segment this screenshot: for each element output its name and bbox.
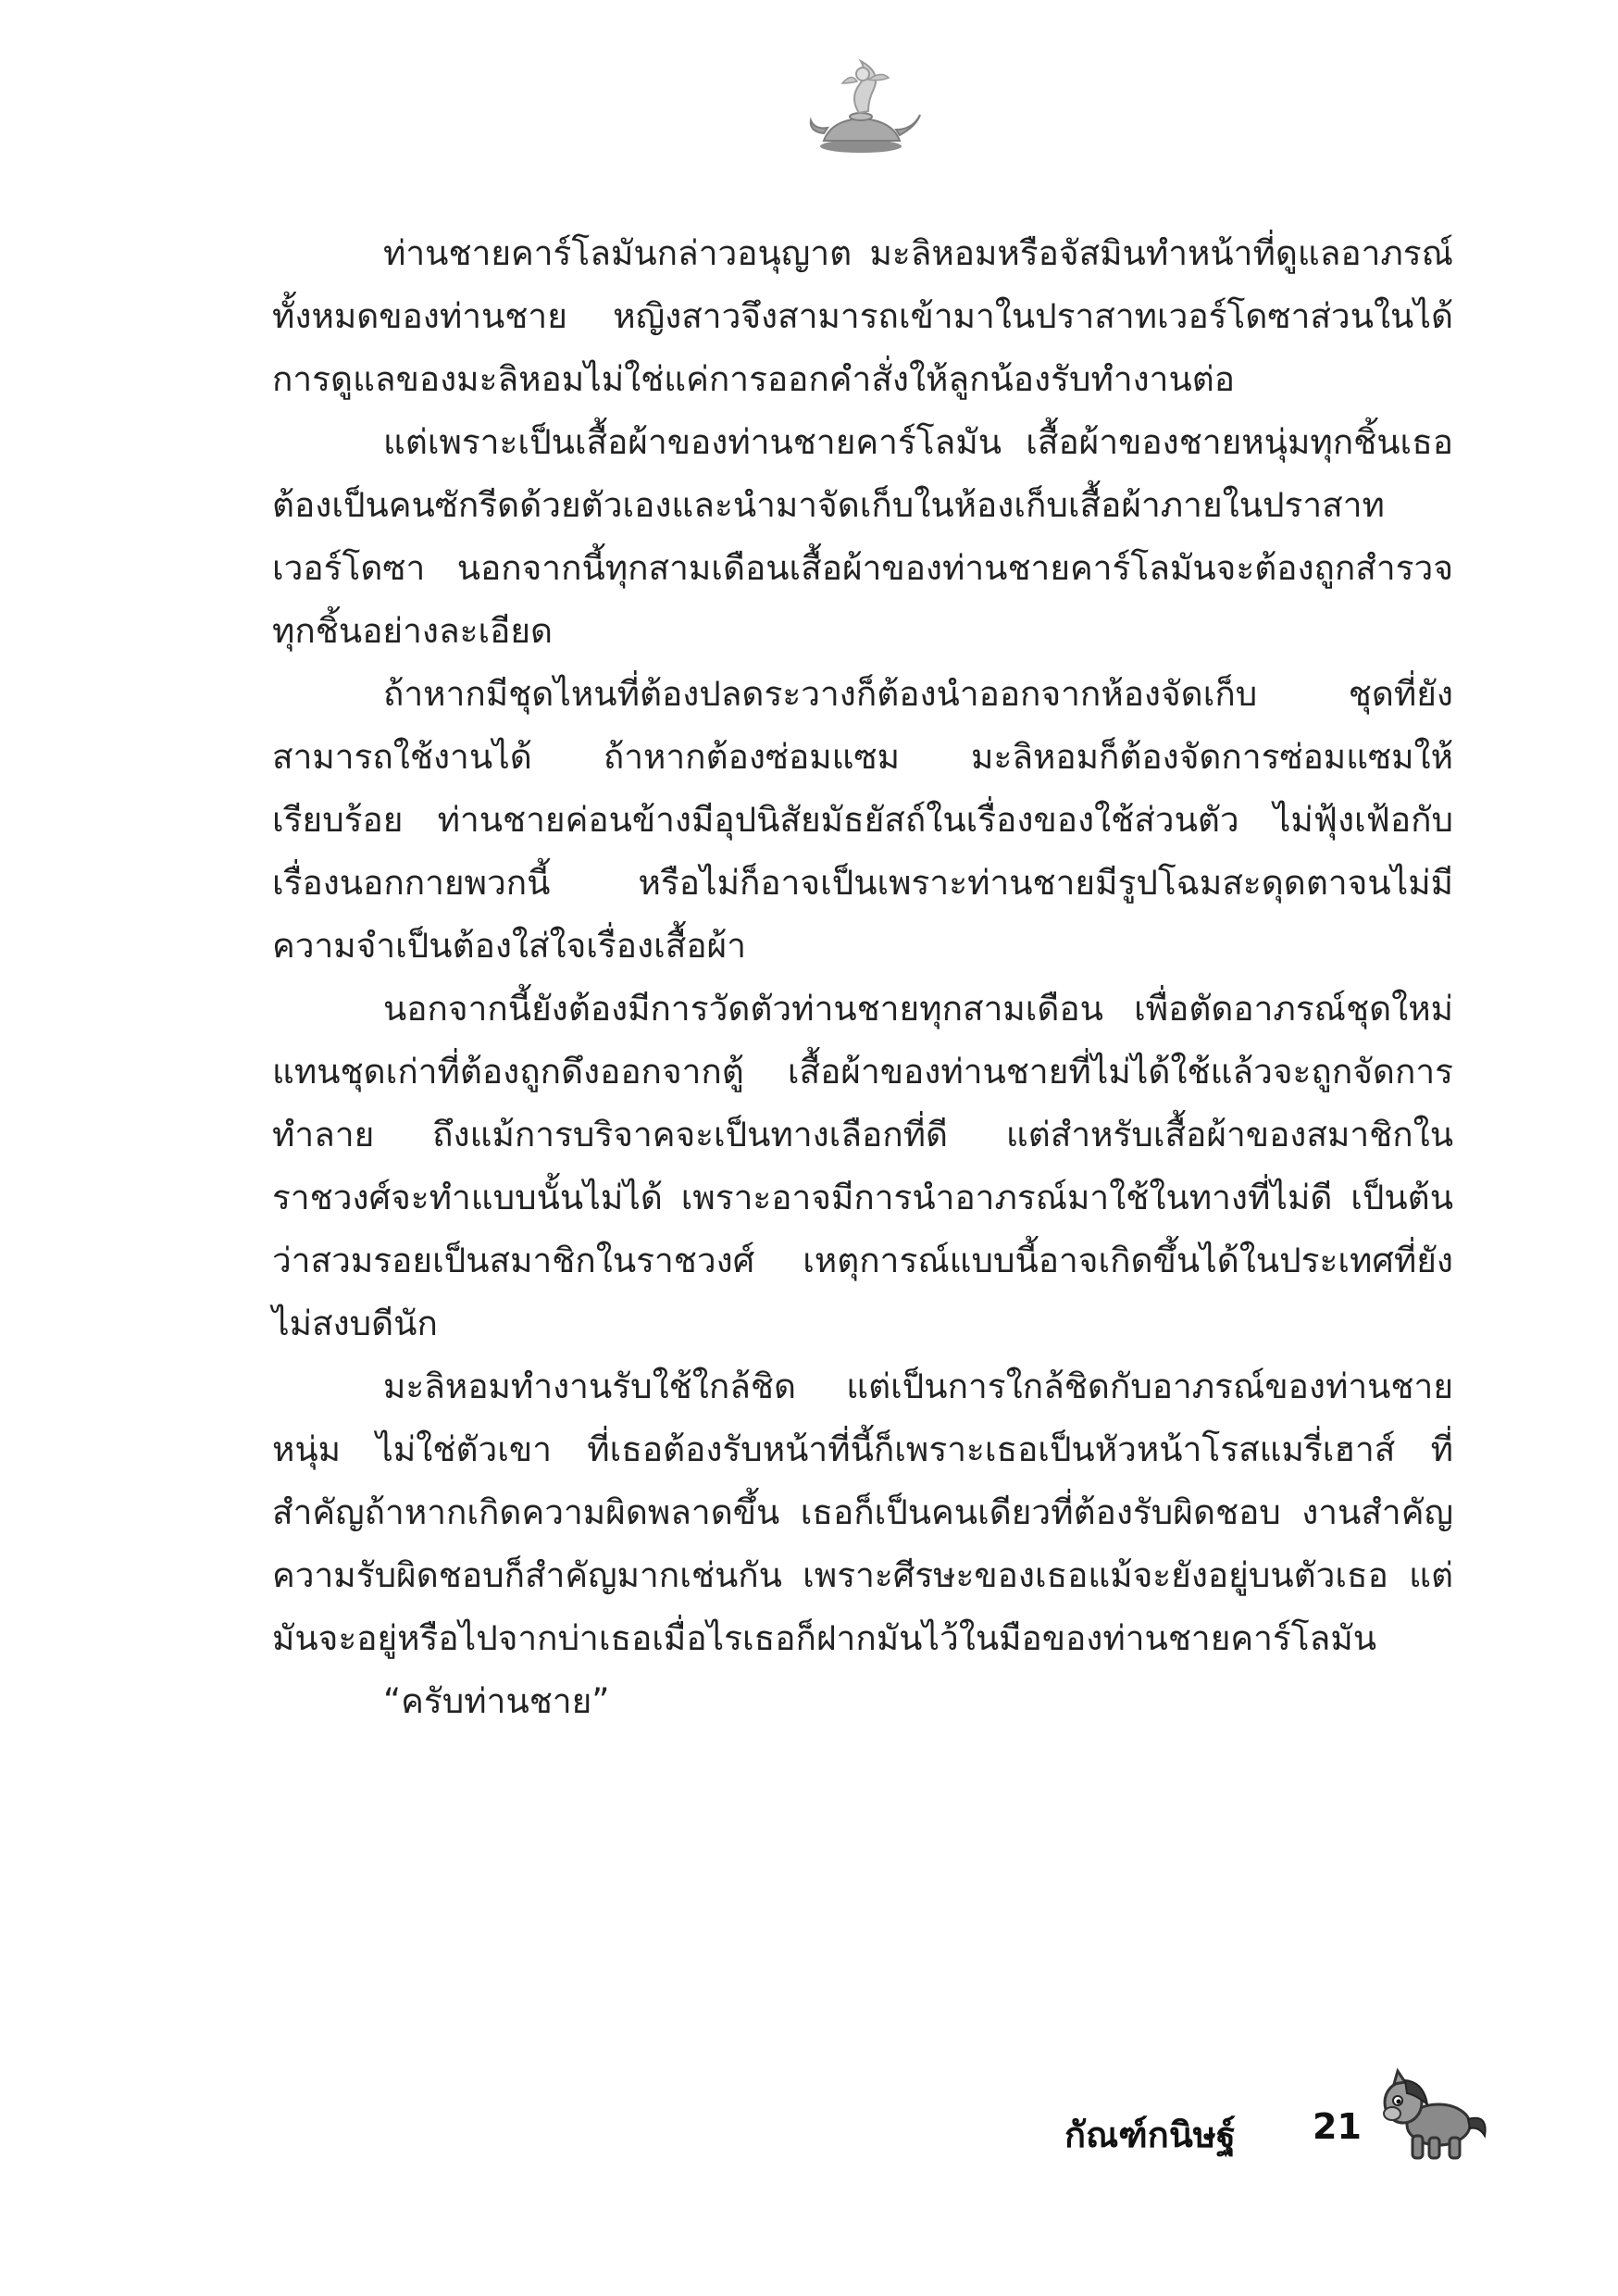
paragraph: มะลิหอมทำงานรับใช้ใกล้ชิด แต่เป็นการใกล้ชิดกับอาภรณ์ของท่านชายหนุ่ม ไม่ใช่ตัวเขา ที่เธอต้องรับหน้าที่นี้ก็เพราะเธอเป็นหัวหน้าโรสแมรี่เฮาส์ ที่สำคัญถ้าหากเกิดความผิดพลาดขึ้น เธอก็เป็นคนเดียวที่ต้องรับผิดชอบ งานสำคัญ ความรับผิดชอบก็สำคัญมากเช่นกัน เพราะศีรษะของเธอแม้จะยังอยู่บนตัวเธอ แต่มันจะอยู่หรือไปจากบ่าเธอเมื่อไรเธอก็ฝากมันไว้ในมือของท่านชายคาร์โลมัน: [272, 1366, 1453, 1658]
paragraph: นอกจากนี้ยังต้องมีการวัดตัวท่านชายทุกสามเดือน เพื่อตัดอาภรณ์ชุดใหม่แทนชุดเก่าที่ต้องถูกดึงออกจากตู้ เสื้อผ้าของท่านชายที่ไม่ได้ใช้แล้วจะถูกจัดการทำลาย ถึงแม้การบริจาคจะเป็นทางเลือกที่ดี แต่สำหรับเสื้อผ้าของสมาชิกในราชวงศ์จะทำแบบนั้นไม่ได้ เพราะอาจมีการนำอาภรณ์มาใช้ในทางที่ไม่ดี เป็นต้นว่าสวมรอยเป็นสมาชิกในราชวงศ์ เหตุการณ์แบบนี้อาจเกิดขึ้นได้ในประเทศที่ยังไม่สงบดีนัก: [272, 989, 1453, 1343]
page-number: 21: [1313, 2106, 1362, 2147]
body-text: [272, 222, 1453, 1733]
page-footer: [1009, 2097, 1564, 2180]
paragraph: แต่เพราะเป็นเสื้อผ้าของท่านชายคาร์โลมัน เสื้อผ้าของชายหนุ่มทุกชิ้นเธอต้องเป็นคนซักรีดด้วยตัวเองและนำมาจัดเก็บในห้องเก็บเสื้อผ้าภายในปราสาทเวอร์โดซา นอกจากนี้ทุกสามเดือนเสื้อผ้าของท่านชายคาร์โลมันจะต้องถูกสำรวจทุกชิ้นอย่างละเอียด: [272, 422, 1453, 651]
paragraph: ท่านชายคาร์โลมันกล่าวอนุญาต มะลิหอมหรือจัสมินทำหน้าที่ดูแลอาภรณ์ทั้งหมดของท่านชาย หญิงสาวจึงสามารถเข้ามาในปราสาทเวอร์โดซาส่วนในได้ การดูแลของมะลิหอมไม่ใช่แค่การออกคำสั่งให้ลูกน้องรับทำงานต่อ: [272, 233, 1453, 399]
genie-lamp-icon: [803, 56, 924, 162]
paragraph-dialogue: “ครับท่านชาย”: [383, 1681, 610, 1721]
paragraph: ถ้าหากมีชุดไหนที่ต้องปลดระวางก็ต้องนำออกจากห้องจัดเก็บ ชุดที่ยังสามารถใช้งานได้ ถ้าหากต้องซ่อมแซม มะลิหอมก็ต้องจัดการซ่อมแซมให้เรียบร้อย ท่านชายค่อนข้างมีอุปนิสัยมัธยัสถ์ในเรื่องของใช้ส่วนตัว ไม่ฟุ้งเฟ้อกับเรื่องนอกกายพวกนี้ หรือไม่ก็อาจเป็นเพราะท่านชายมีรูปโฉมสะดุดตาจนไม่มีความจำเป็นต้องใส่ใจเรื่องเสื้อผ้า: [272, 674, 1453, 966]
horse-mascot-icon: [1379, 2067, 1490, 2165]
book-title: กัณฑ์กนิษฐ์: [1064, 2115, 1236, 2155]
